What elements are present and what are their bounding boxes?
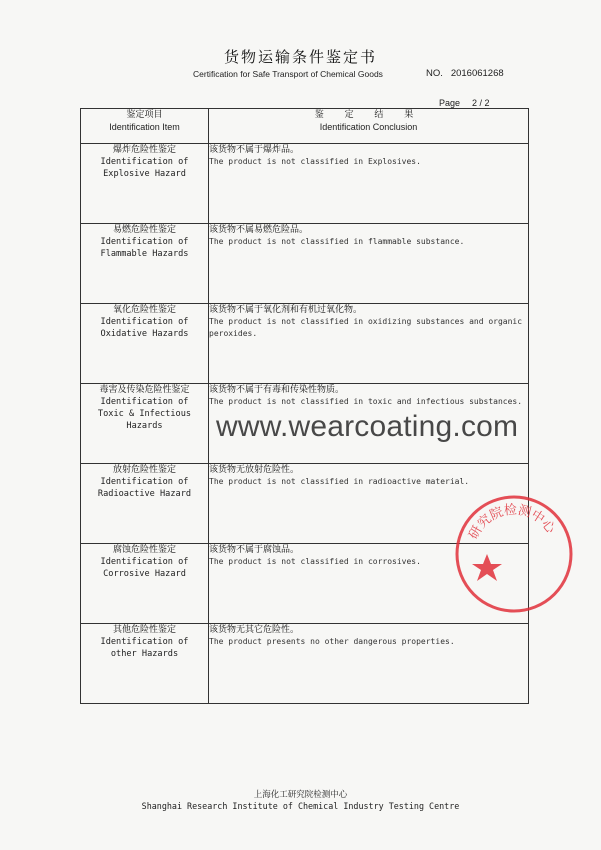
table-row xyxy=(81,224,529,304)
item-en-line: Identification of xyxy=(100,157,189,167)
watermark-text: www.wearcoating.com xyxy=(216,410,519,443)
certificate-number xyxy=(426,68,504,79)
item-cell xyxy=(81,304,209,384)
footer-organization-en: Shanghai Research Institute of Chemical Industry Testing Centre xyxy=(141,801,460,811)
conclusion-zh: 该货物不属于氧化剂和有机过氧化物。 xyxy=(209,305,363,315)
conclusion-zh: 该货物无其它危险性。 xyxy=(209,625,300,635)
conclusion-en: The product presents no other dangerous properties. xyxy=(209,637,455,646)
item-en-line: Corrosive Hazard xyxy=(103,569,186,579)
header-item-cell xyxy=(81,109,209,144)
header-conclusion-zh: 鉴 定 结 果 xyxy=(314,110,423,120)
item-zh: 易燃危险性鉴定 xyxy=(112,225,176,235)
document-subtitle: Certification for Safe Transport of Chemical Goods xyxy=(193,69,383,79)
header-item-en: Identification Item xyxy=(109,122,180,132)
page-label: Page xyxy=(439,98,461,108)
item-en-line: other Hazards xyxy=(110,649,179,659)
item-en-line: Identification of xyxy=(100,317,189,327)
item-en-line: Identification of xyxy=(100,557,189,567)
header-conclusion-en: Identification Conclusion xyxy=(319,122,418,132)
conclusion-zh: 该货物不属于有毒和传染性物质。 xyxy=(209,385,345,395)
conclusion-en: The product is not classified in corrosives. xyxy=(209,557,421,566)
seal-star-icon xyxy=(472,554,502,581)
conclusion-en: The product is not classified in flammable substance. xyxy=(209,237,465,246)
table-row xyxy=(81,304,529,384)
item-cell xyxy=(81,464,209,544)
item-en-line: Flammable Hazards xyxy=(100,249,189,259)
item-en-line: Identification of xyxy=(100,397,189,407)
conclusion-zh: 该货物不属易燃危险品。 xyxy=(209,225,309,235)
conclusion-cell xyxy=(209,304,529,384)
conclusion-en: The product is not classified in radioactive material. xyxy=(209,477,470,486)
conclusion-cell xyxy=(209,144,529,224)
official-seal-stamp xyxy=(452,492,576,616)
conclusion-en: The product is not classified in Explosives. xyxy=(209,157,421,166)
header-conclusion-cell xyxy=(209,109,529,144)
document-title: 货物运输条件鉴定书 xyxy=(223,48,377,66)
item-cell xyxy=(81,224,209,304)
item-zh: 爆炸危险性鉴定 xyxy=(112,145,176,155)
footer-organization-zh: 上海化工研究院检测中心 xyxy=(253,790,348,800)
conclusion-cell xyxy=(209,624,529,704)
item-en-line: Explosive Hazard xyxy=(103,169,186,179)
item-en-line: Identification of xyxy=(100,237,189,247)
conclusion-cell xyxy=(209,224,529,304)
table-row xyxy=(81,144,529,224)
conclusion-en: The product is not classified in oxidizing substances and organic peroxides. xyxy=(209,317,523,338)
conclusion-zh: 该货物不属于爆炸品。 xyxy=(209,145,300,155)
item-en-line: Identification of xyxy=(100,637,189,647)
item-cell xyxy=(81,624,209,704)
item-cell xyxy=(81,544,209,624)
item-en-line: Oxidative Hazards xyxy=(100,329,189,339)
header-item-zh: 鉴定项目 xyxy=(126,110,163,120)
conclusion-en: The product is not classified in toxic and infectious substances. xyxy=(209,397,523,406)
item-en-line: Toxic & Infectious xyxy=(97,409,192,419)
item-zh: 毒害及传染危险性鉴定 xyxy=(99,385,190,395)
table-row xyxy=(81,624,529,704)
item-zh: 其他危险性鉴定 xyxy=(112,625,176,635)
conclusion-zh: 该货物不属于腐蚀品。 xyxy=(209,545,300,555)
page-value: 2 / 2 xyxy=(472,98,490,108)
seal-text: 研究院检测中心 xyxy=(466,502,558,543)
cert-no-label: NO. xyxy=(426,68,443,79)
page-indicator xyxy=(439,98,490,108)
item-zh: 氧化危险性鉴定 xyxy=(112,305,176,315)
item-zh: 腐蚀危险性鉴定 xyxy=(112,545,176,555)
cert-no-value: 2016061268 xyxy=(450,68,504,79)
item-en-line: Radioactive Hazard xyxy=(97,489,192,499)
item-en-line: Hazards xyxy=(126,421,163,431)
item-zh: 放射危险性鉴定 xyxy=(112,465,176,475)
table-header-row xyxy=(81,109,529,144)
item-en-line: Identification of xyxy=(100,477,189,487)
item-cell xyxy=(81,384,209,464)
item-cell xyxy=(81,144,209,224)
conclusion-zh: 该货物无放射危险性。 xyxy=(209,465,300,475)
